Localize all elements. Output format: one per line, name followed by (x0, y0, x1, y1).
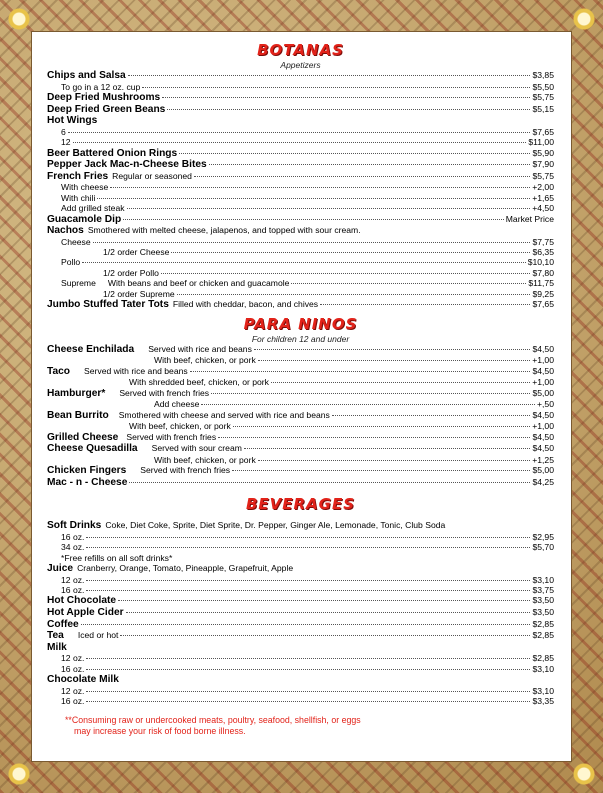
menu-option: 16 oz. $3,35 (61, 696, 554, 707)
menu-item: Chocolate Milk (47, 674, 119, 686)
menu-option: 16 oz. $3,75 (61, 585, 554, 596)
menu-option: 12 oz. $3,10 (61, 685, 554, 696)
sun-icon (569, 4, 599, 34)
menu-option: 16 oz. $2,95 (61, 531, 554, 542)
menu-item: Nachos Smothered with melted cheese, jalapenos, and topped with sour cream. (47, 225, 361, 237)
menu-item: Guacamole Dip Market Price (47, 213, 554, 225)
menu-item: Soft Drinks Coke, Diet Coke, Sprite, Diet Sprite, Dr. Pepper, Ginger Ale, Lemonade, Tonic, Club Soda (47, 520, 446, 532)
menu-item: Beer Battered Onion Rings $5,90 (47, 147, 554, 159)
section-title-beverages: BEVERAGES (245, 495, 356, 514)
menu-item: Milk (47, 641, 67, 653)
menu-option: Pollo $10,10 (61, 257, 554, 268)
sun-icon (569, 759, 599, 789)
section-title-para-ninos: PARA NINOS (243, 314, 358, 333)
menu-option: 1/2 order Cheese $6,35 (103, 247, 554, 258)
menu-option: 1/2 order Pollo $7,80 (103, 267, 554, 278)
menu-panel (32, 32, 571, 761)
menu-option: 12 oz. $2,85 (61, 653, 554, 664)
menu-item: Grilled Cheese Served with french fries $4,50 (47, 431, 554, 443)
menu-item: Juice Cranberry, Orange, Tomato, Pineapple, Grapefruit, Apple (47, 563, 294, 575)
menu-option: With chili +1,65 (61, 192, 554, 203)
menu-item: Deep Fried Green Beans $5,15 (47, 103, 554, 115)
menu-option: To go in a 12 oz. cup $5,50 (61, 81, 554, 92)
footnote-line: may increase your risk of food borne illness. (74, 725, 246, 736)
menu-item: French Fries Regular or seasoned $5,75 (47, 170, 554, 182)
footnote-line: **Consuming raw or undercooked meats, poultry, seafood, shellfish, or eggs (65, 714, 361, 725)
menu-item: Hot Wings (47, 115, 98, 127)
sun-icon (4, 4, 34, 34)
refill-note: *Free refills on all soft drinks* (61, 552, 173, 563)
menu-item: Hot Apple Cider $3,50 (47, 607, 554, 619)
menu-item: Jumbo Stuffed Tater Tots Filled with cheddar, bacon, and chives $7,65 (47, 299, 554, 311)
menu-option: 1/2 order Supreme $9,25 (103, 288, 554, 299)
menu-option: With cheese +2,00 (61, 182, 554, 193)
section-subtitle: For children 12 and under (251, 333, 350, 344)
menu-item: Bean Burrito Smothered with cheese and served with rice and beans $4,50 (47, 409, 554, 421)
menu-option: 12 $11,00 (61, 137, 554, 148)
menu-item: Cheese Enchilada Served with rice and beans $4,50 (47, 343, 554, 355)
menu-option: 34 oz. $5,70 (61, 542, 554, 553)
menu-item: Tea Iced or hot $2,85 (47, 630, 554, 642)
menu-item: Taco Served with rice and beans $4,50 (47, 365, 554, 377)
food-safety-footnote (47, 715, 554, 737)
menu-item: Pepper Jack Mac-n-Cheese Bites $7,90 (47, 159, 554, 171)
menu-option: Add grilled steak +4,50 (61, 203, 554, 214)
menu-item: Deep Fried Mushrooms $5,75 (47, 91, 554, 103)
menu-option: With beef, chicken, or pork +1,00 (154, 355, 554, 366)
menu-option: Add cheese +,50 (154, 399, 554, 410)
menu-option: With shredded beef, chicken, or pork +1,00 (129, 377, 554, 388)
menu-option: Cheese $7,75 (61, 236, 554, 247)
menu-option: Supreme With beans and beef or chicken and guacamole $11,75 (61, 278, 554, 289)
section-subtitle: Appetizers (280, 60, 321, 70)
menu-option: With beef, chicken, or pork +1,25 (154, 454, 554, 465)
menu-item: Cheese Quesadilla Served with sour cream $4,50 (47, 443, 554, 455)
menu-option: 12 oz. $3,10 (61, 574, 554, 585)
menu-content (47, 40, 554, 737)
menu-option: 16 oz. $3,10 (61, 663, 554, 674)
menu-item: Chips and Salsa $3,85 (47, 70, 554, 81)
menu-item: Hot Chocolate $3,50 (47, 595, 554, 607)
menu-item: Chicken Fingers Served with french fries $5,00 (47, 465, 554, 477)
menu-item: Mac - n - Cheese $4,25 (47, 476, 554, 488)
menu-item: Hamburger* Served with french fries $5,00 (47, 387, 554, 399)
menu-item: Coffee $2,85 (47, 618, 554, 630)
menu-option: With beef, chicken, or pork +1,00 (129, 421, 554, 432)
sun-icon (4, 759, 34, 789)
section-title-botanas: BOTANAS (257, 41, 344, 59)
menu-option: 6 $7,65 (61, 126, 554, 137)
